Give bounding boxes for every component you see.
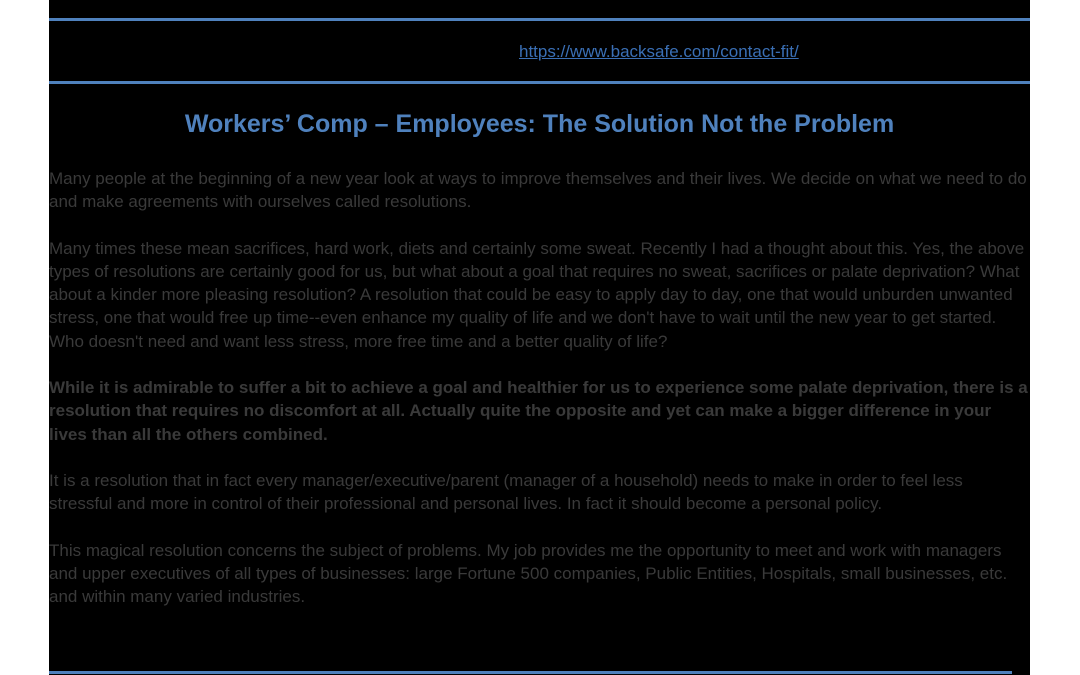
paragraph-3-bold: While it is admirable to suffer a bit to achieve a goal and healthier for us to experience some palate deprivation, there is a resolution that requires no discomfort at all. Actually quite the opposite and yet can make a bigger difference in your lives than all the others combined. (49, 378, 1028, 444)
header-bottom-rule (49, 81, 1030, 84)
header-top-rule (49, 18, 1030, 21)
paragraph-5: This magical resolution concerns the subject of problems. My job provides me the opportunity to meet and work with managers and upper executives of all types of businesses: large Fortune 500 companies, Public Entities, Hospitals, small businesses, etc. and within many varied industries. (49, 540, 1008, 607)
paragraph-1: Many people at the beginning of a new year look at ways to improve themselves and their lives. We decide on what we need to do and make agreements with ourselves called resolutions. (49, 169, 1027, 212)
contact-url-link[interactable]: https://www.backsafe.com/contact-fit/ (519, 42, 799, 61)
document-page (49, 0, 1030, 675)
article-body (49, 167, 1030, 631)
article-title: Workers’ Comp – Employees: The Solution Not the Problem (184, 110, 895, 138)
paragraph-4: It is a resolution that in fact every manager/executive/parent (manager of a household) needs to make in order to feel less stressful and more in control of their professional and personal lives. In fact it should become a personal policy. (49, 470, 963, 514)
footer-rule (49, 671, 1012, 674)
paragraph-2: Many times these mean sacrifices, hard work, diets and certainly some sweat. Recently I had a thought about this. Yes, the above types of resolutions are certainly good for us, but what about a goal that requires no sweat, sacrifices or palate deprivation? What about a kinder more pleasing resolution? A resolution that could be easy to apply day to day, one that would unburden unwanted stress, one that would free up time--even enhance my quality of life and we don't have to wait until the new year to get started. Who doesn't need and want less stress, more free time and a better quality of life? (49, 238, 1025, 351)
